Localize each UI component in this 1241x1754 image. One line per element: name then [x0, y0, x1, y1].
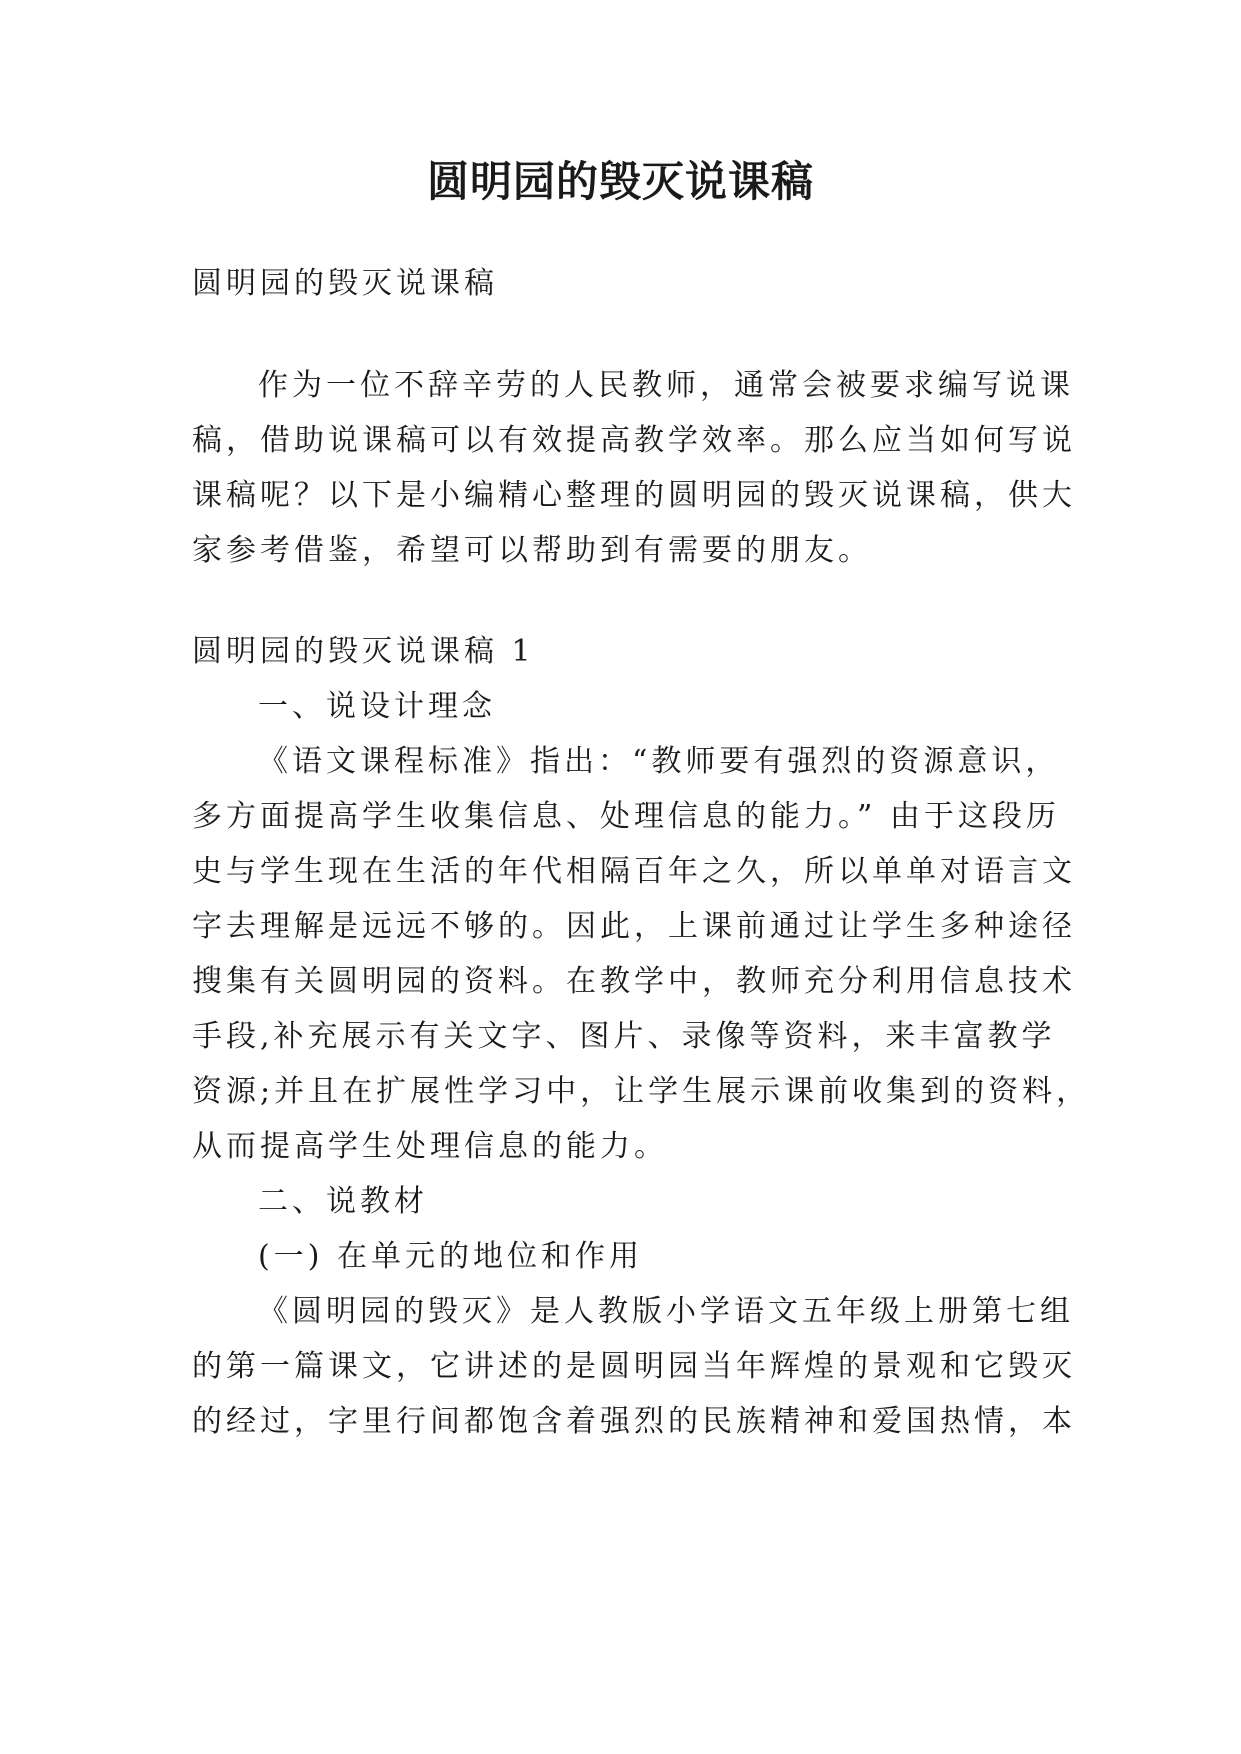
paragraph-1-line-3: 史与学生现在生活的年代相隔百年之久，所以单单对语言文 — [192, 854, 1076, 889]
paragraph-1-line-8: 从而提高学生处理信息的能力。 — [192, 1129, 668, 1164]
intro-line-4: 家参考借鉴，希望可以帮助到有需要的朋友。 — [192, 533, 872, 568]
paragraph-2-line-3: 的经过，字里行间都饱含着强烈的民族精神和爱国热情，本 — [192, 1404, 1076, 1439]
paragraph-1-line-4: 字去理解是远远不够的。因此，上课前通过让学生多种途径 — [192, 909, 1076, 944]
heading-design-concept: 一、说设计理念 — [258, 689, 496, 724]
section-title: 圆明园的毁灭说课稿 1 — [192, 634, 535, 669]
paragraph-1-line-2: 多方面提高学生收集信息、处理信息的能力。” 由于这段历 — [192, 799, 1060, 834]
intro-line-1: 作为一位不辞辛劳的人民教师，通常会被要求编写说课 — [258, 368, 1074, 403]
document-title: 圆明园的毁灭说课稿 — [426, 157, 814, 206]
paragraph-2-line-1: 《圆明园的毁灭》是人教版小学语文五年级上册第七组 — [258, 1294, 1074, 1329]
intro-line-2: 稿，借助说课稿可以有效提高教学效率。那么应当如何写说 — [192, 423, 1076, 458]
paragraph-1-line-6: 手段,补充展示有关文字、图片、录像等资料，来丰富教学 — [192, 1019, 1056, 1054]
subheading-role: (一) 在单元的地位和作用 — [258, 1239, 643, 1274]
paragraph-1-line-5: 搜集有关圆明园的资料。在教学中，教师充分利用信息技术 — [192, 964, 1076, 999]
paragraph-2-line-2: 的第一篇课文，它讲述的是圆明园当年辉煌的景观和它毁灭 — [192, 1349, 1076, 1384]
paragraph-1-line-1: 《语文课程标准》指出：“教师要有强烈的资源意识， — [258, 744, 1060, 779]
intro-line-3: 课稿呢？以下是小编精心整理的圆明园的毁灭说课稿，供大 — [192, 478, 1076, 513]
heading-textbook: 二、说教材 — [258, 1184, 428, 1219]
paragraph-1-line-7: 资源;并且在扩展性学习中，让学生展示课前收集到的资料， — [192, 1074, 1091, 1109]
document-subtitle: 圆明园的毁灭说课稿 — [192, 266, 498, 301]
